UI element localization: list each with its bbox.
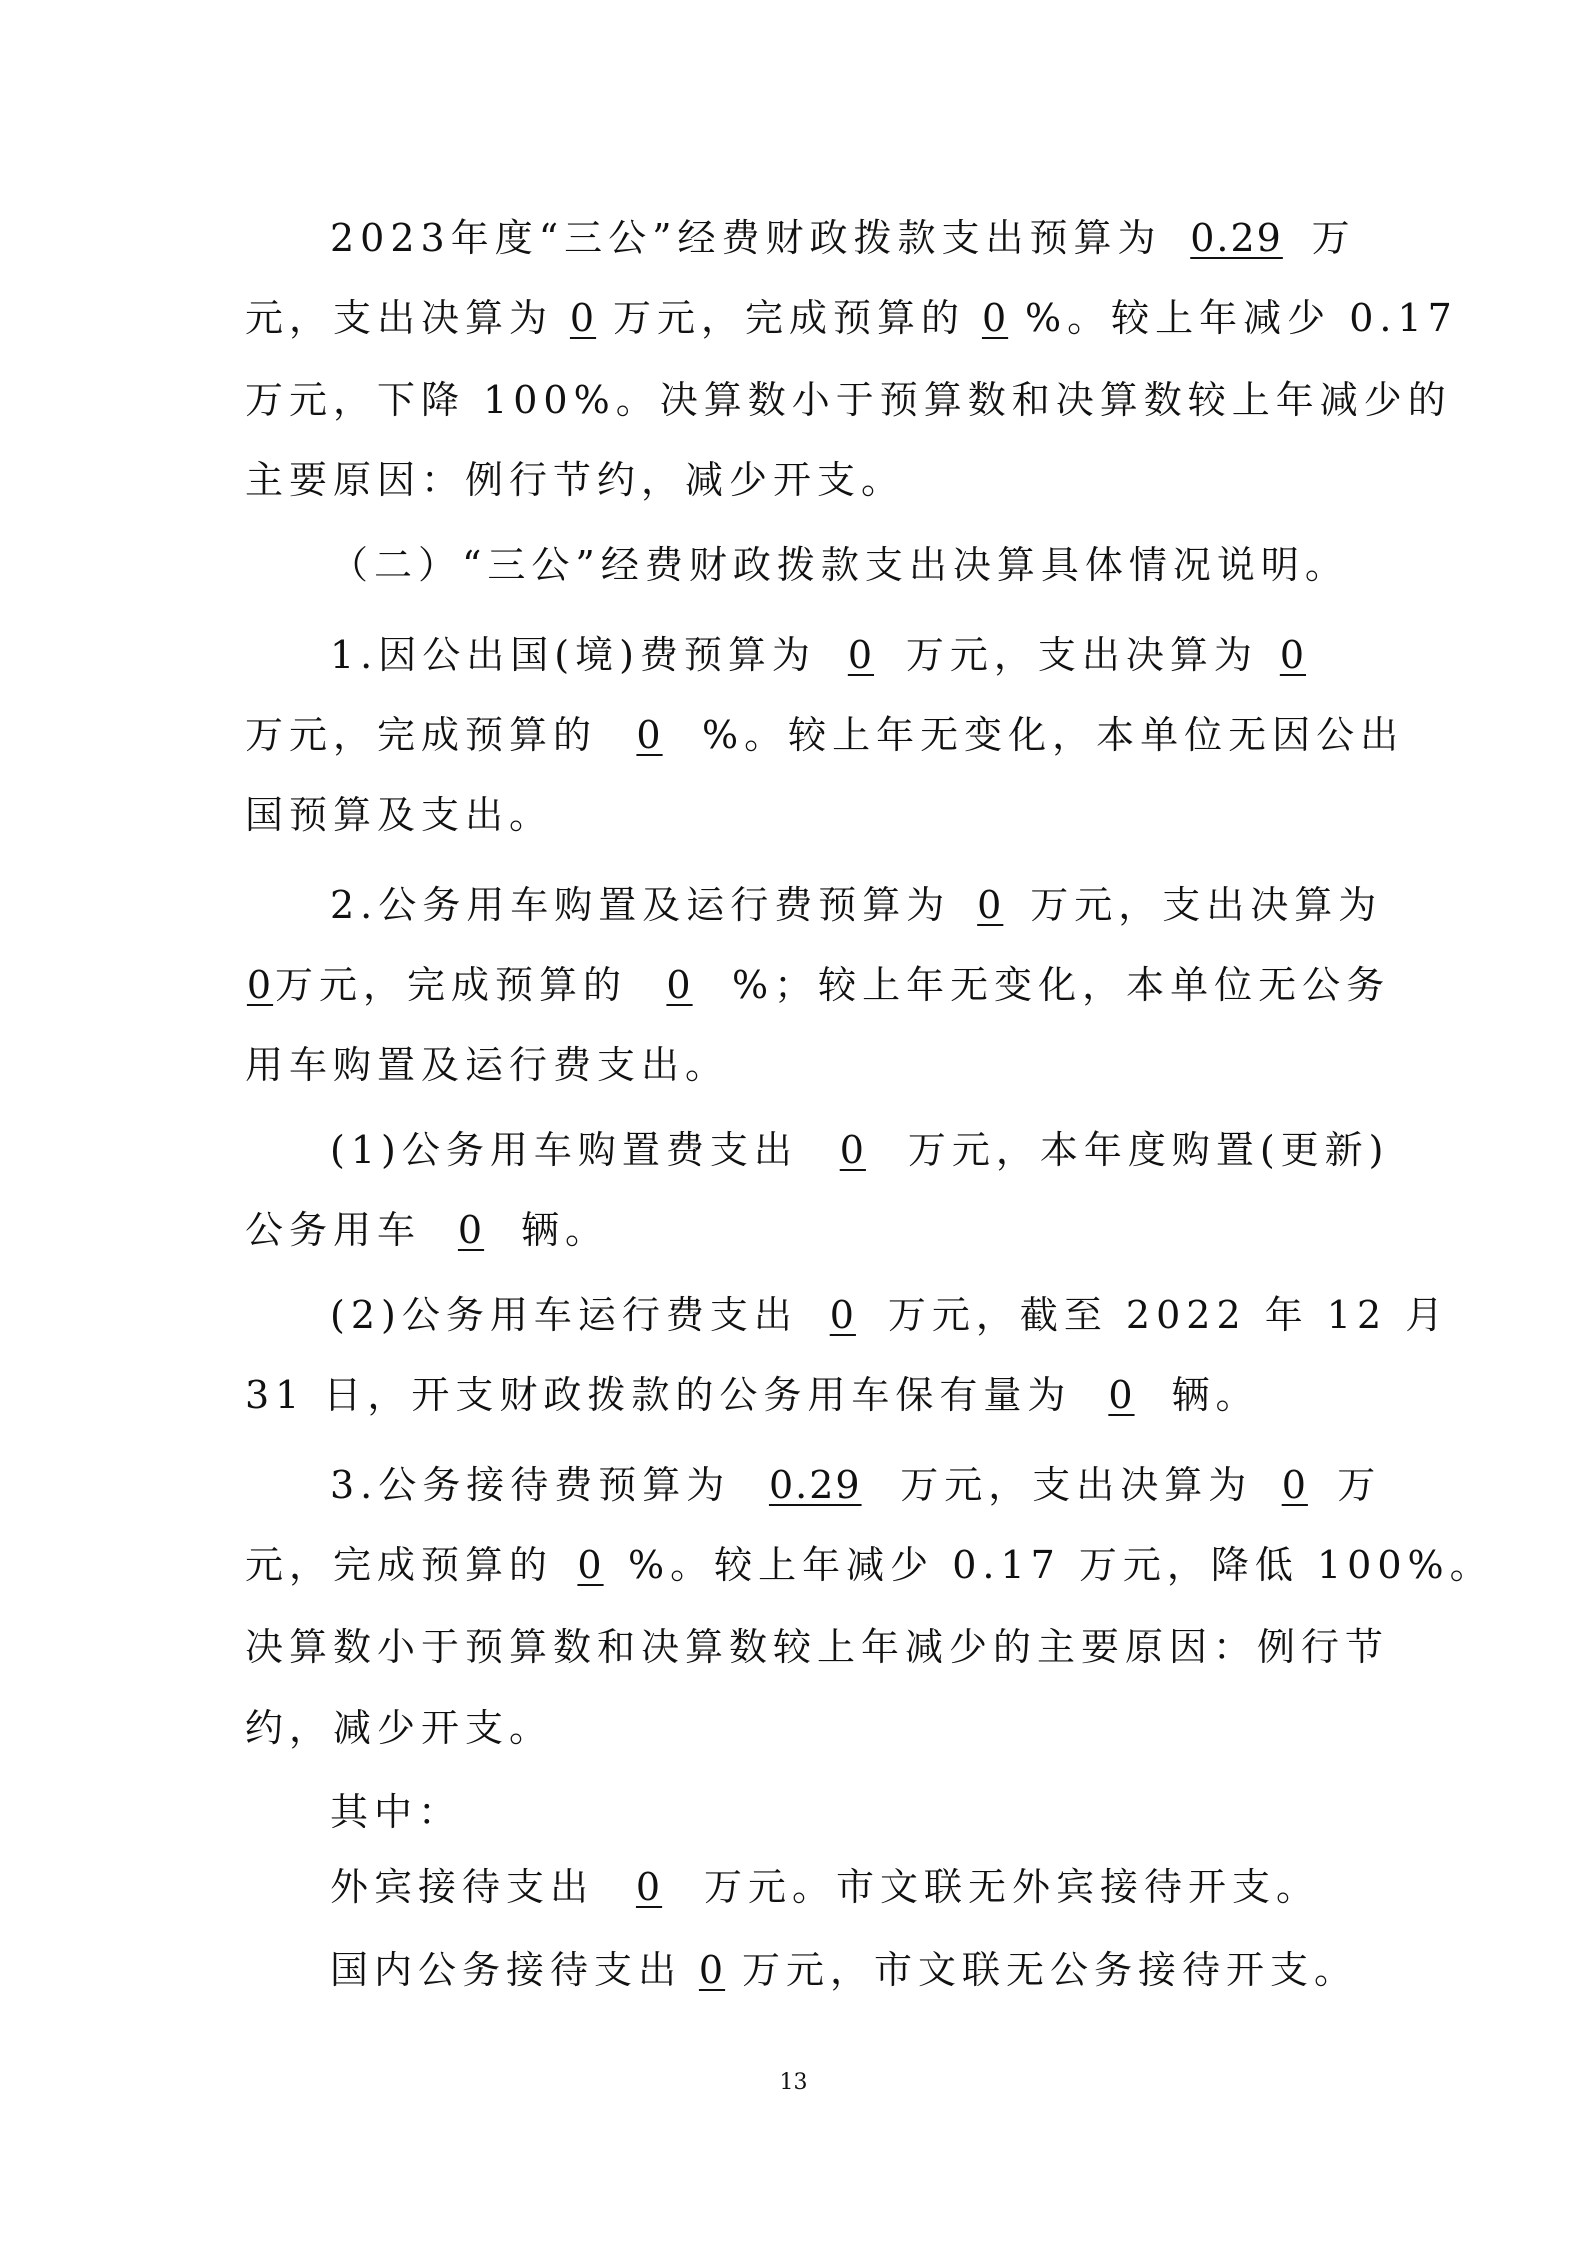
page-number: 13 [779, 2070, 808, 2095]
item2b-line1 [330, 1290, 1449, 1340]
item2-line3: 用车购置及运行费支出。 [245, 1043, 730, 1087]
fill-blank: 0 [981, 296, 1009, 340]
item3-line4: 约，减少开支。 [245, 1706, 554, 1750]
item3-line2 [245, 1540, 1494, 1590]
item2-line2 [245, 960, 1390, 1010]
text: (1)公务用车购置费支出 [330, 1128, 798, 1172]
fill-blank: 0 [829, 1293, 856, 1337]
domestic-reception-line [330, 1945, 1358, 1995]
fill-blank: 0 [577, 1543, 604, 1587]
para1-line4: 主要原因：例行节约，减少开支。 [245, 458, 906, 502]
fill-blank: 0 [457, 1208, 485, 1252]
text: 公务用车 [245, 1208, 422, 1252]
para1-line2 [245, 293, 1458, 343]
text: 万元，支出决算为 [1030, 883, 1383, 927]
item1-line2 [245, 710, 1404, 760]
text: 万 [1337, 1463, 1382, 1507]
text: (2)公务用车运行费支出 [330, 1293, 798, 1337]
item3-line1 [330, 1460, 1381, 1510]
fill-blank: 0 [246, 963, 274, 1007]
text: 元，支出决算为 [245, 296, 554, 340]
text: 万元，支出决算为 [900, 1463, 1253, 1507]
fill-blank: 0 [847, 633, 875, 677]
fill-blank: 0 [1108, 1373, 1135, 1417]
item2b-line2 [245, 1370, 1259, 1420]
text: 万元，完成预算的 [245, 713, 598, 757]
item2a-line1 [330, 1125, 1389, 1175]
para1-line1 [330, 213, 1356, 263]
text: 万元，本年度购置(更新) [907, 1128, 1390, 1172]
text: %。较上年无变化，本单位无因公出 [702, 713, 1405, 757]
fill-blank: 0 [839, 1128, 866, 1172]
para1-line3: 万元，下降 100%。决算数小于预算数和决算数较上年减少的 [245, 378, 1452, 422]
foreign-reception-line [330, 1862, 1320, 1912]
fill-blank: 0.29 [1190, 216, 1283, 260]
text: 万元，市文联无公务接待开支。 [742, 1948, 1359, 1992]
fill-blank: 0 [1281, 1463, 1308, 1507]
item1-line3: 国预算及支出。 [245, 793, 554, 837]
text: 2.公务用车购置及运行费预算为 [330, 883, 951, 927]
text: 万元，完成预算的 [275, 963, 628, 1007]
text: 万元，截至 2022 年 12 月 [887, 1293, 1450, 1337]
text: 万元，完成预算的 [613, 296, 966, 340]
text: 31 日，开支财政拨款的公务用车保有量为 [245, 1373, 1072, 1417]
fill-blank: 0 [698, 1948, 726, 1992]
item2a-line2 [245, 1205, 609, 1255]
text: 国内公务接待支出 [330, 1948, 683, 1992]
fill-blank: 0.29 [768, 1463, 862, 1507]
item1-line1 [330, 630, 1328, 680]
among-label: 其中： [330, 1790, 463, 1834]
text: %。较上年减少 0.17 万元，降低 100%。 [628, 1543, 1494, 1587]
text: 辆。 [1171, 1373, 1260, 1417]
fill-blank: 0 [666, 963, 693, 1007]
section-heading: （二）“三公”经费财政拨款支出决算具体情况说明。 [330, 543, 1349, 587]
item2-line1 [330, 880, 1382, 930]
text: 万 [1311, 216, 1356, 260]
text: 1.因公出国(境)费预算为 [330, 633, 816, 677]
fill-blank: 0 [636, 713, 663, 757]
fill-blank: 0 [635, 1865, 663, 1909]
fill-blank: 0 [1279, 633, 1307, 677]
text: 万元，支出决算为 [905, 633, 1258, 677]
text: 2023年度“三公”经费财政拨款支出预算为 [330, 216, 1162, 260]
fill-blank: 0 [569, 296, 597, 340]
text: %；较上年无变化，本单位无公务 [732, 963, 1391, 1007]
text: 外宾接待支出 [330, 1865, 595, 1909]
text: 辆。 [521, 1208, 610, 1252]
fill-blank: 0 [977, 883, 1004, 927]
text: 元，完成预算的 [245, 1543, 554, 1587]
text: 3.公务接待费预算为 [330, 1463, 731, 1507]
item3-line3: 决算数小于预算数和决算数较上年减少的主要原因：例行节 [245, 1625, 1390, 1669]
text: %。较上年减少 0.17 [1025, 296, 1458, 340]
text: 万元。市文联无外宾接待开支。 [704, 1865, 1321, 1909]
